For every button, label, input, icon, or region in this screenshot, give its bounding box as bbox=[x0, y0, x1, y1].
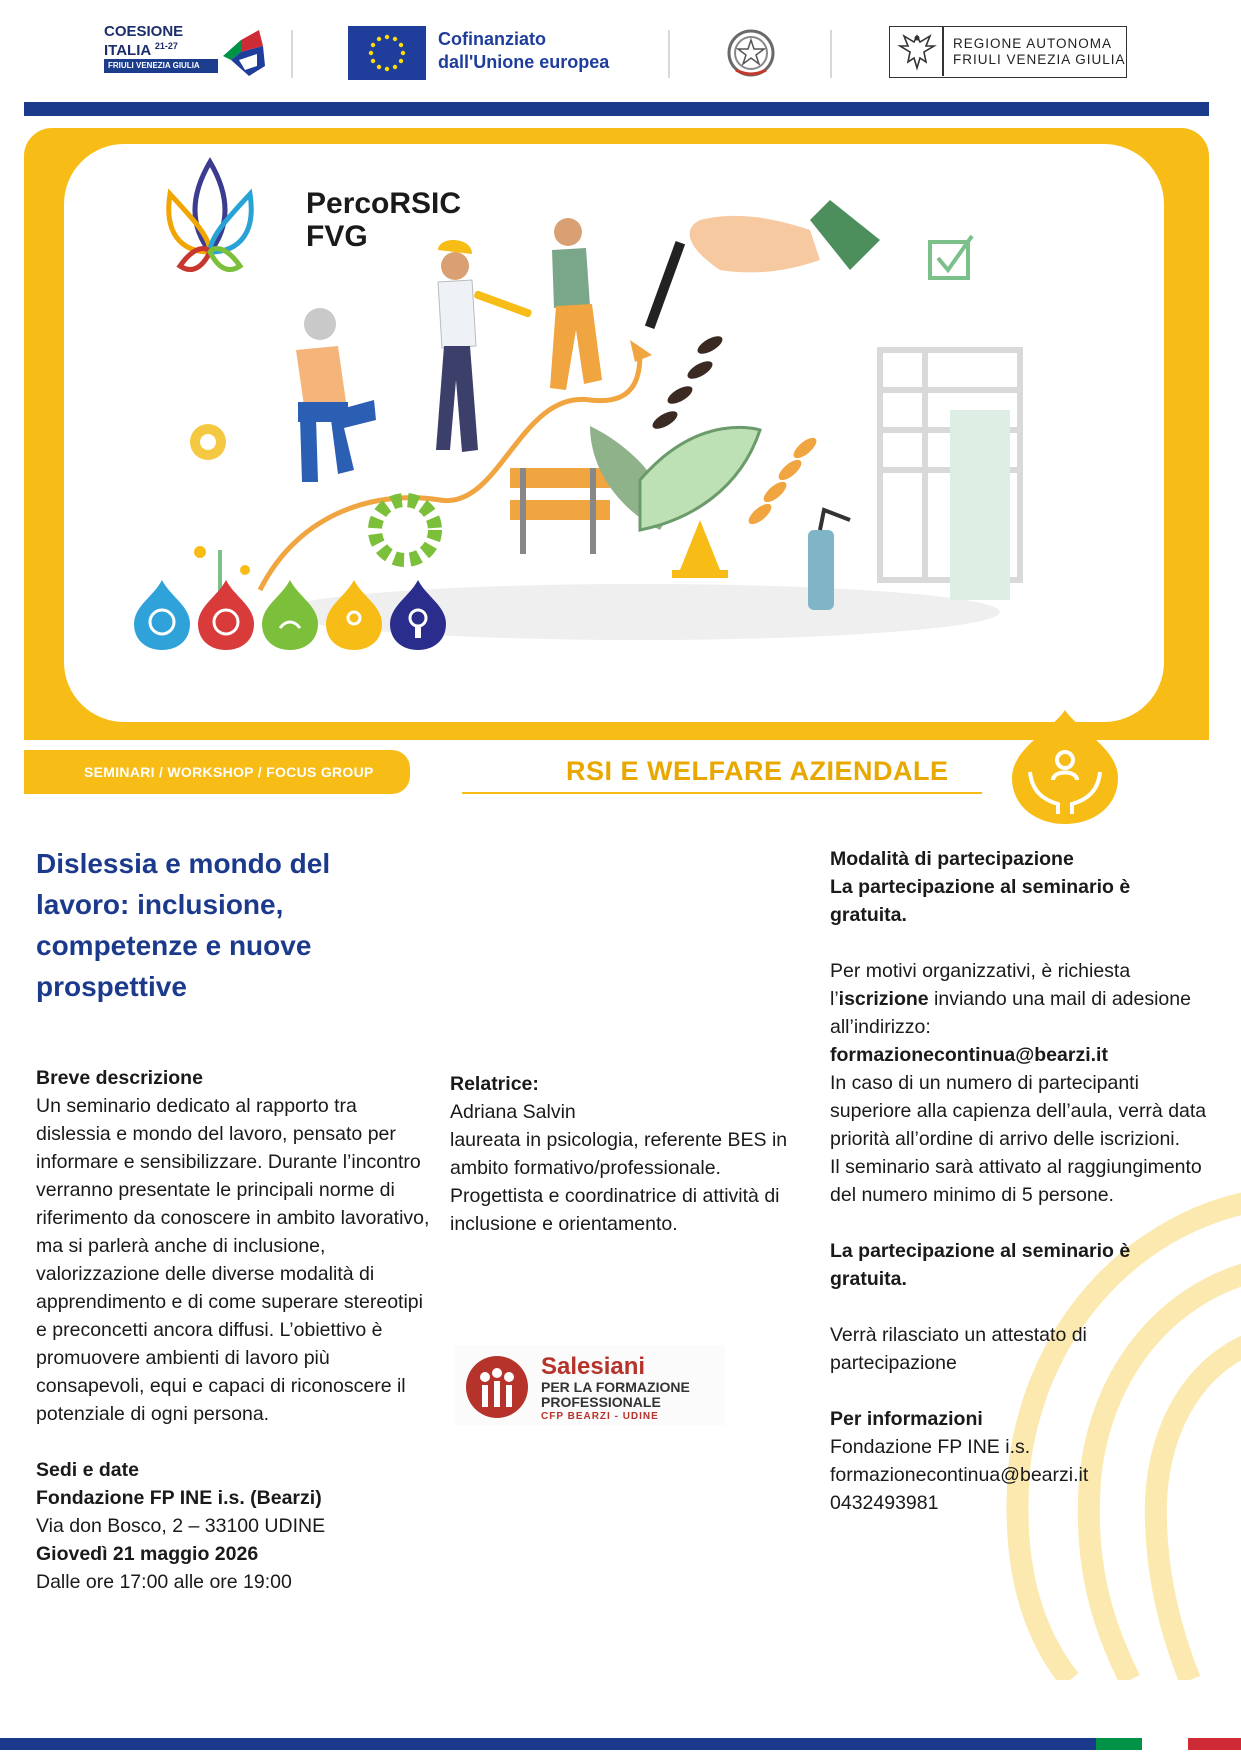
seminari-tab bbox=[24, 750, 410, 794]
theme-underline bbox=[462, 792, 982, 794]
speaker-bio-2: Progettista e coordinatrice di attività di inclusione e orientamento. bbox=[450, 1185, 780, 1235]
worker-figure bbox=[436, 240, 532, 452]
registration-text: Per motivi organizzativi, è richiesta l’iscrizione inviando una mail di adesione all’indirizzo: bbox=[830, 960, 1191, 1038]
banner-illustration bbox=[120, 150, 1180, 720]
orange-leaves bbox=[745, 434, 819, 527]
speaker-name: Adriana Salvin bbox=[450, 1101, 576, 1123]
middle-column bbox=[450, 1070, 820, 1238]
seminari-tab-label: SEMINARI / WORKSHOP / FOCUS GROUP bbox=[84, 764, 374, 780]
coesione-line1: COESIONE bbox=[104, 23, 184, 40]
brand-line2: FVG bbox=[306, 220, 368, 253]
fvg-text: REGIONE AUTONOMA FRIULI VENEZIA GIULIA bbox=[953, 36, 1126, 67]
participation-heading: Modalità di partecipazione bbox=[830, 848, 1074, 870]
registration-email-link[interactable]: formazionecontinua@bearzi.it bbox=[830, 1044, 1108, 1066]
venue-address: Via don Bosco, 2 – 33100 UDINE bbox=[36, 1515, 326, 1537]
coesione-italia-logo bbox=[104, 24, 269, 80]
header-separator bbox=[291, 30, 293, 78]
salesiani-logo bbox=[455, 1345, 725, 1425]
welfare-hands-icon bbox=[1006, 708, 1124, 826]
footer-bar bbox=[0, 1738, 1241, 1750]
eu-cofunding-text: Cofinanziato dall'Unione europea bbox=[438, 29, 610, 72]
salesiani-emblem-icon bbox=[465, 1355, 529, 1419]
theme-title: RSI E WELFARE AZIENDALE bbox=[566, 756, 949, 786]
drop-icon-yellow bbox=[326, 580, 382, 650]
brand-line1: PercoRSIC bbox=[306, 187, 462, 220]
header-separator bbox=[830, 30, 832, 78]
event-date: Giovedì 21 maggio 2026 bbox=[36, 1543, 259, 1565]
info-email-link[interactable]: formazionecontinua@bearzi.it bbox=[830, 1464, 1089, 1486]
venue-name: Fondazione FP INE i.s. (Bearzi) bbox=[36, 1487, 322, 1509]
percorsic-flower-icon bbox=[169, 162, 251, 270]
participation-free: La partecipazione al seminario è gratuita. bbox=[830, 876, 1131, 926]
theme-drops bbox=[134, 580, 446, 650]
right-column bbox=[830, 845, 1210, 1517]
fvg-divider bbox=[942, 27, 944, 76]
woman-figure-2 bbox=[550, 218, 602, 390]
coesione-line2: ITALIA $^{21-27}$ bbox=[104, 41, 178, 59]
salesiani-cfp: CFP BEARZI - UDINE bbox=[541, 1411, 659, 1422]
coesione-mark-icon bbox=[219, 26, 271, 78]
eagle-icon bbox=[896, 30, 938, 74]
italian-republic-emblem-icon bbox=[724, 26, 778, 80]
left-column bbox=[36, 1064, 436, 1596]
certificate-text: Verrà rilasciato un attestato di partecipazione bbox=[830, 1324, 1087, 1374]
event-title: Dislessia e mondo del lavoro: inclusione, competenze e nuove prospettive bbox=[36, 848, 331, 1002]
woman-figure-1 bbox=[296, 308, 376, 482]
drop-icon-blue bbox=[134, 580, 190, 650]
venue-heading: Sedi e date bbox=[36, 1459, 139, 1481]
salesiani-subtitle: PER LA FORMAZIONE PROFESSIONALE bbox=[541, 1379, 690, 1410]
flag-white-stripe bbox=[1142, 1738, 1188, 1750]
dark-leaves bbox=[650, 333, 725, 432]
coesione-region-bar: FRIULI VENEZIA GIULIA bbox=[104, 59, 218, 73]
speaker-heading: Relatrice: bbox=[450, 1073, 539, 1095]
minimum-text: Il seminario sarà attivato al raggiungimento del numero minimo di 5 persone. bbox=[830, 1156, 1202, 1206]
eu-flag-icon bbox=[348, 26, 426, 80]
regione-fvg-logo bbox=[889, 26, 1127, 78]
header-separator bbox=[668, 30, 670, 78]
flag-green-stripe bbox=[1096, 1738, 1142, 1750]
flag-red-stripe bbox=[1188, 1738, 1241, 1750]
info-heading: Per informazioni bbox=[830, 1408, 983, 1430]
speaker-bio-1: laureata in psicologia, referente BES in ambito formativo/professionale. bbox=[450, 1129, 788, 1179]
description-heading: Breve descrizione bbox=[36, 1067, 203, 1089]
salesiani-name: Salesiani bbox=[541, 1353, 646, 1380]
info-phone: 0432493981 bbox=[830, 1492, 939, 1514]
info-org: Fondazione FP INE i.s. bbox=[830, 1436, 1031, 1458]
drop-icon-green bbox=[262, 580, 318, 650]
participation-free-2: La partecipazione al seminario è gratuita. bbox=[830, 1240, 1131, 1290]
priority-text: In caso di un numero di partecipanti superiore alla capienza dell’aula, verrà data priorità all’ordine di arrivo delle iscrizioni. bbox=[830, 1072, 1207, 1150]
header-bar bbox=[24, 102, 1209, 116]
roadblock-shape bbox=[510, 468, 610, 554]
drop-icon-red bbox=[198, 580, 254, 650]
description-body: Un seminario dedicato al rapporto tra dislessia e mondo del lavoro, pensato per informare e sensibilizzare. Durante l’incontro verranno presentate le principali norme di riferimento da conoscere in ambito lavorativo, ma si parlerà anche di inclusione, valorizzazione delle diverse modalità di apprendimento e di come superare stereotipi e preconcetti ancora diffusi. L’obiettivo è promuovere ambienti di lavoro più consapevoli, equi e capaci di riconoscere il potenziale di ogni persona. bbox=[36, 1095, 430, 1425]
event-time: Dalle ore 17:00 alle ore 19:00 bbox=[36, 1571, 292, 1593]
